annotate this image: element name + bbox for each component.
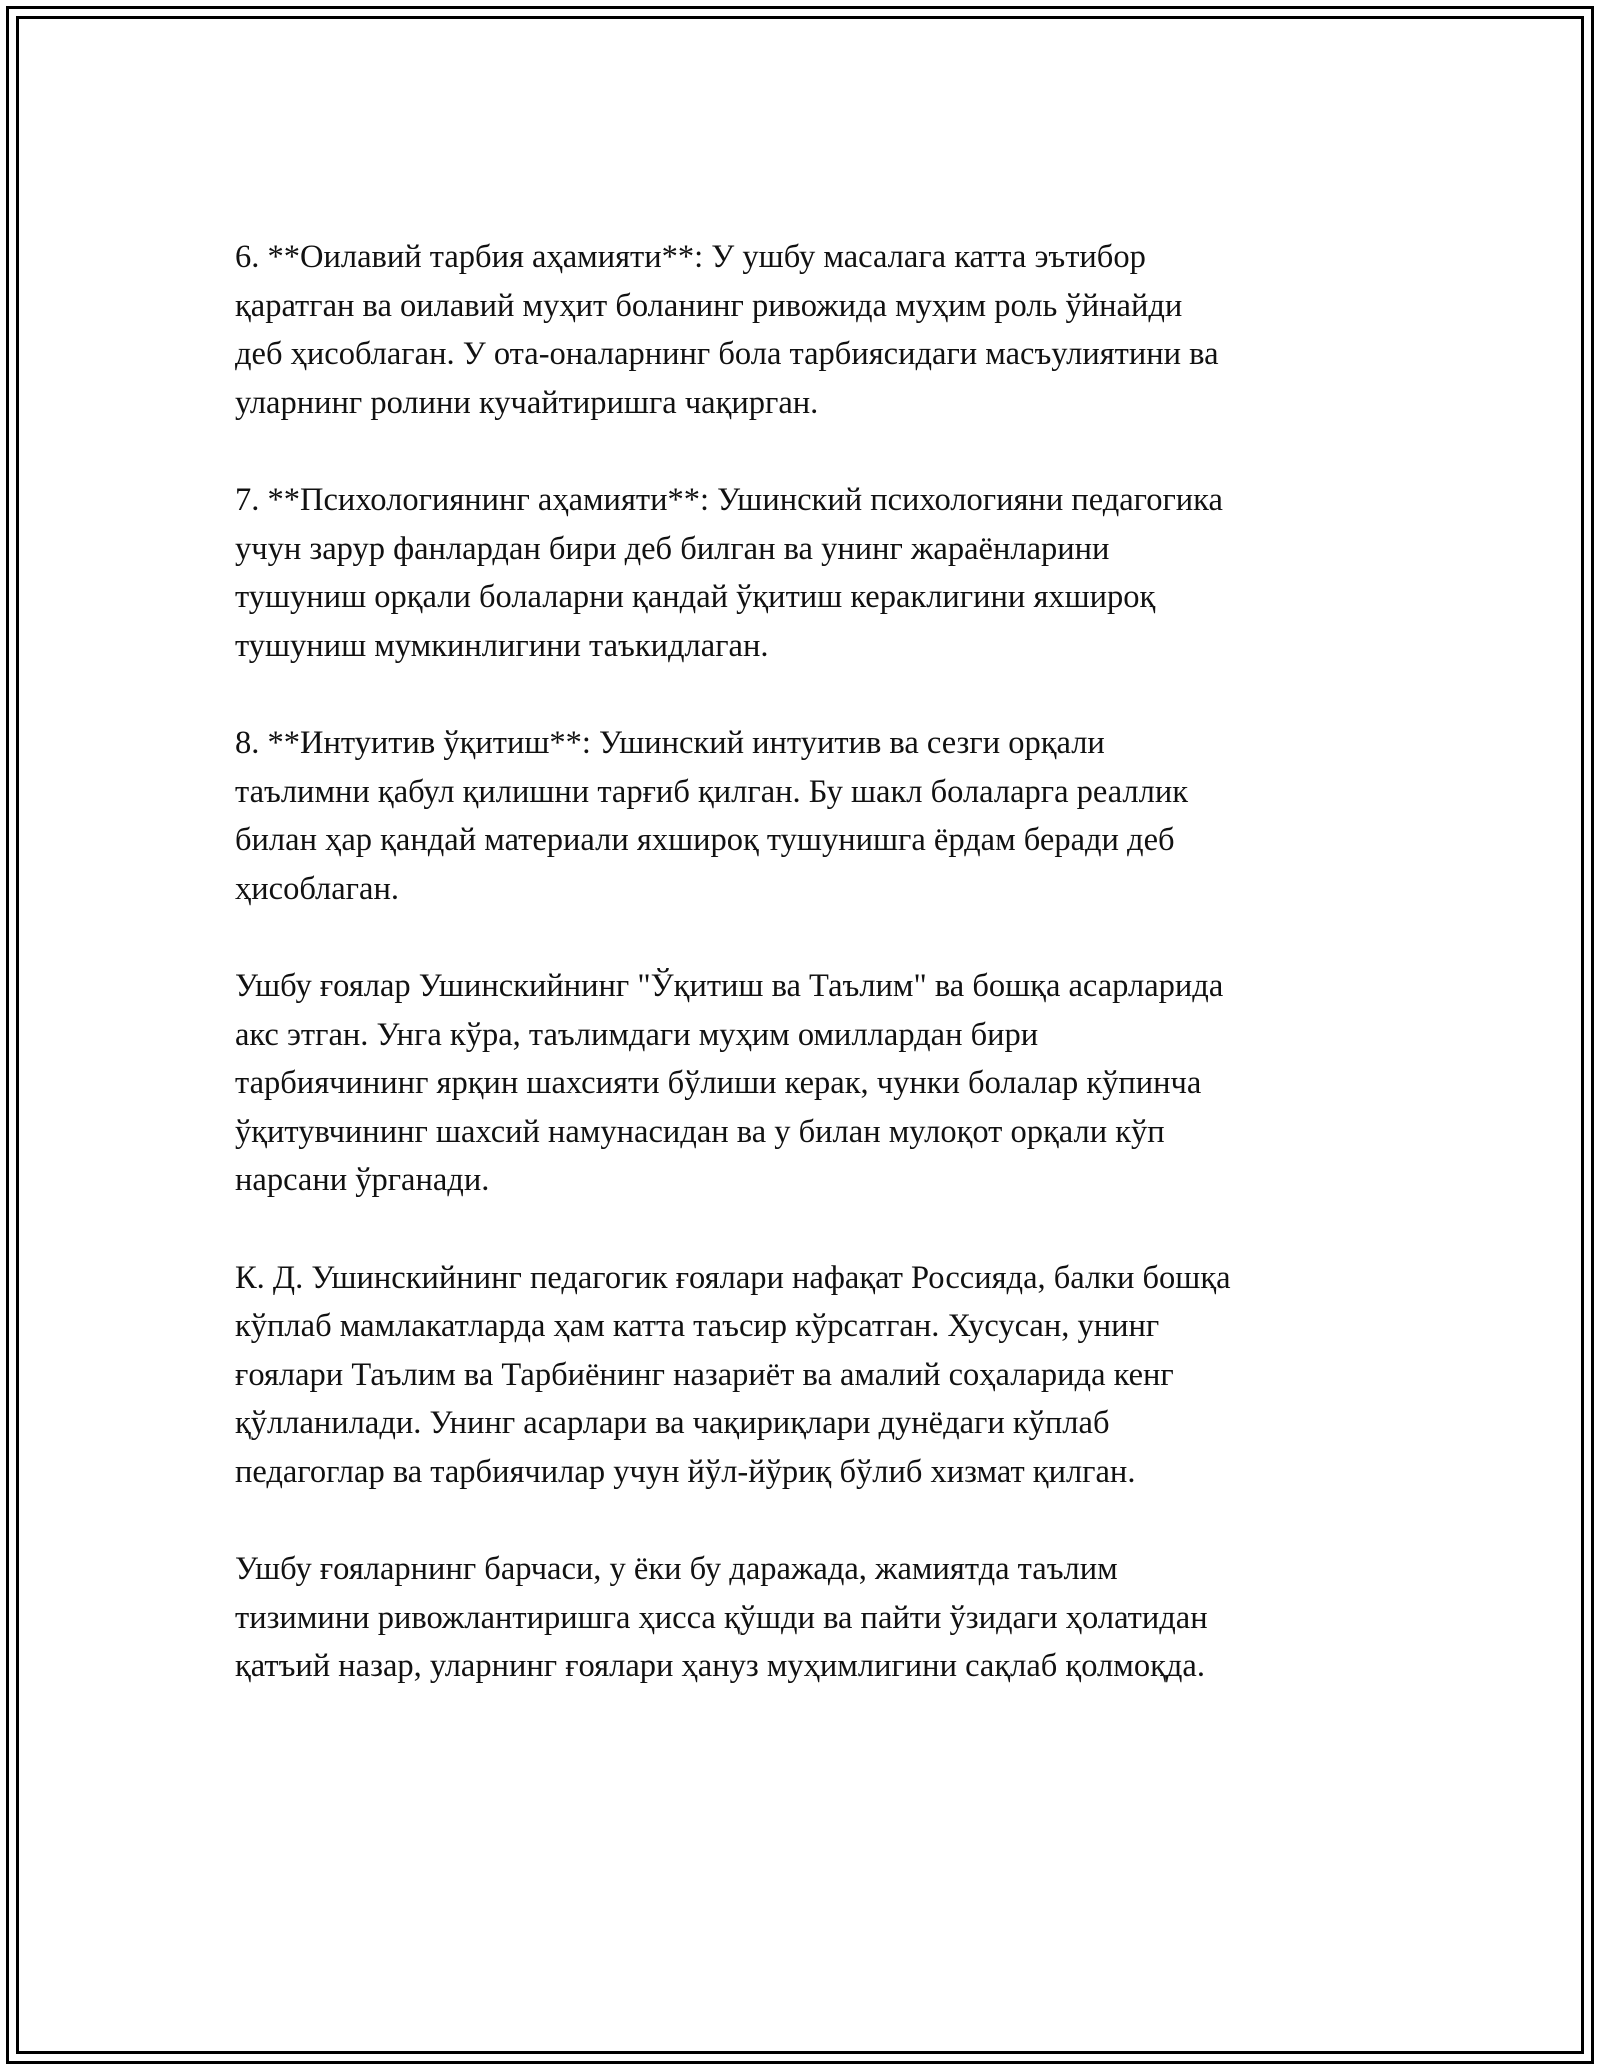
- paragraph-teaching-and-education: Ушбу ғоялар Ушинскийнинг "Ўқитиш ва Таълим" ва бошқа асарларида акс этган. Унга кўра, таълимдаги муҳим омиллардан бири тарбиячининг ярқин шахсияти бўлиши керак, чунки болалар кўпинча ўқитувчининг шахсий намунасидан ва у билан мулоқот орқали кўп нарсани ўрганади.: [235, 968, 1224, 1198]
- paragraph-conclusion: Ушбу ғояларнинг барчаси, у ёки бу даражада, жамиятда таълим тизимини ривожлантиришга ҳисса қўшди ва пайти ўзидаги ҳолатидан қатъий назар, уларнинг ғоялари ҳануз муҳимлигини сақлаб қолмоқда.: [235, 1551, 1208, 1684]
- paragraph-family-upbringing: 6. **Оилавий тарбия аҳамияти**: У ушбу масалага катта эътибор қаратган ва оилавий муҳит боланинг ривожида муҳим роль ўйнайди деб ҳисоблаган. У ота-оналарнинг бола тарбиясидаги масъулиятини ва уларнинг ролини кучайтиришга чақирган.: [235, 239, 1219, 421]
- paragraph-intuitive-teaching: 8. **Интуитив ўқитиш**: Ушинский интуитив ва сезги орқали таълимни қабул қилишни тарғиб қилган. Бу шакл болаларга реаллик билан ҳар қандай материали яхшироқ тушунишга ёрдам беради деб ҳисоблаган.: [235, 725, 1189, 907]
- paragraph-ushinsky-influence: К. Д. Ушинскийнинг педагогик ғоялари нафақат Россияда, балки бошқа кўплаб мамлакатларда ҳам катта таъсир кўрсатган. Хусусан, унинг ғоялари Таълим ва Тарбиёнинг назариёт ва амалий соҳаларида кенг қўлланилади. Унинг асарлари ва чақириқлари дунёдаги кўплаб педагоглар ва тарбиячилар учун йўл-йўриқ бўлиб хизмат қилган.: [235, 1259, 1231, 1490]
- document-body: [235, 233, 1375, 1740]
- paragraph-psychology: 7. **Психологиянинг аҳамияти**: Ушинский психологияни педагогика учун зарур фанлардан бири деб билган ва унинг жараёнларини тушуниш орқали болаларни қандай ўқитиш кераклигини яхшироқ тушуниш мумкинлигини таъкидлаган.: [235, 482, 1223, 664]
